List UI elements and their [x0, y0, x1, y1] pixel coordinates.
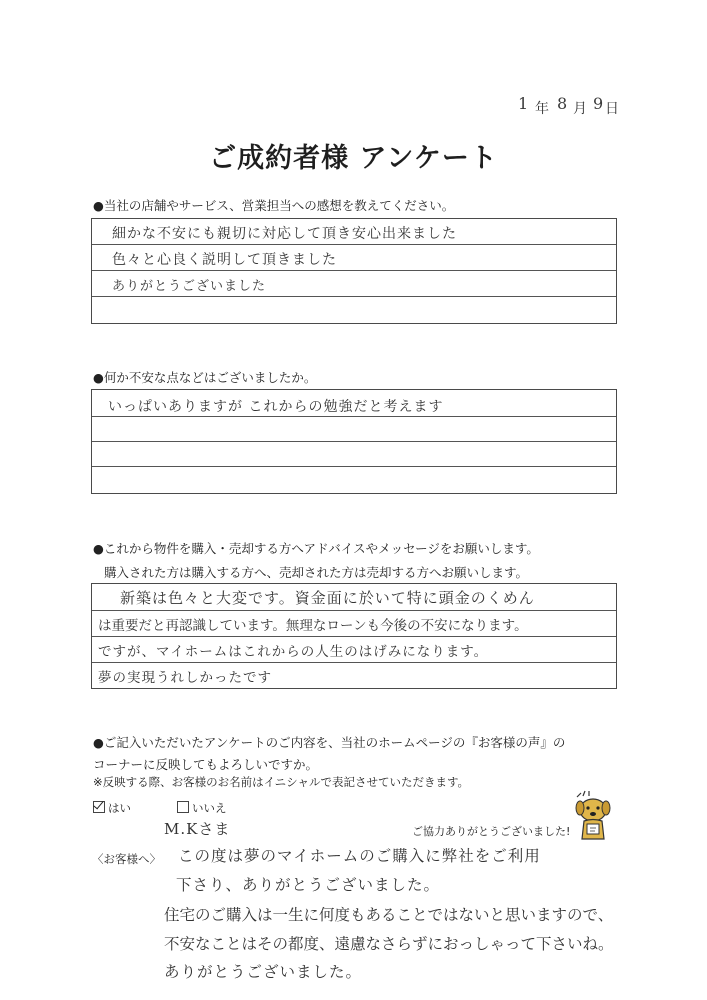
reply-handwritten-line: 住宅のご購入は一生に何度もあることではないと思いますので、 — [164, 906, 614, 924]
ruled-line — [92, 636, 616, 637]
ruled-line — [92, 270, 616, 271]
answer-box-impressions — [91, 218, 617, 324]
option-no-label: いいえ — [192, 801, 227, 815]
page-title: ご成約者様 アンケート — [209, 143, 498, 174]
checkbox-no[interactable] — [177, 801, 189, 813]
handwritten-answer-line: ありがとうございました — [112, 279, 267, 294]
ruled-line — [92, 466, 616, 467]
date-year-unit: 年 — [535, 101, 549, 117]
question-publish-consent: ●ご記入いただいたアンケートのご内容を、当社のホームページの『お客様の声』の — [93, 735, 566, 750]
handwritten-answer-line: は重要だと再認識しています。無理なローンも今後の不安になります。 — [98, 618, 528, 634]
checkbox-yes-checked[interactable] — [93, 801, 105, 813]
ruled-line — [92, 244, 616, 245]
date-year-value: 1 — [518, 94, 529, 113]
question-advice-sub: 購入された方は購入する方へ、売却された方は売却する方へお願いします。 — [104, 565, 529, 580]
initials-note: ※反映する際、お客様のお名前はイニシャルで表記させていただきます。 — [93, 775, 470, 789]
ruled-line — [92, 296, 616, 297]
ruled-line — [92, 441, 616, 442]
reply-label: 〈お客様へ〉 — [92, 852, 161, 866]
option-yes[interactable] — [93, 800, 131, 816]
answer-box-advice — [91, 583, 617, 689]
answer-box-concerns — [91, 389, 617, 494]
reply-handwritten-line: 下さり、ありがとうございました。 — [176, 876, 441, 894]
reply-handwritten-line: 不安なことはその都度、遠慮なさらずにおっしゃって下さいね。 — [164, 935, 614, 953]
question-advice: ●これから物件を購入・売却する方へアドバイスやメッセージをお願いします。 — [93, 541, 539, 556]
option-yes-label: はい — [108, 801, 131, 815]
dog-mascot-icon — [568, 790, 618, 842]
date-month-value: 8 — [557, 94, 568, 113]
handwritten-answer-line: 細かな不安にも親切に対応して頂き安心出来ました — [112, 226, 457, 242]
ruled-line — [92, 662, 616, 663]
ruled-line — [92, 610, 616, 611]
customer-name-handwritten: M.Kさま — [164, 820, 231, 838]
reply-handwritten-line: この度は夢のマイホームのご購入に弊社をご利用 — [178, 847, 541, 865]
handwritten-answer-line: 新築は色々と大変です。資金面に於いて特に頭金のくめん — [120, 589, 535, 607]
question-publish-consent-line2: コーナーに反映してもよろしいですか。 — [93, 757, 319, 772]
date-day-unit: 日 — [605, 101, 619, 117]
handwritten-answer-line: 夢の実現うれしかったです — [98, 670, 272, 686]
question-concerns: ●何か不安な点などはございましたか。 — [93, 370, 317, 385]
question-impressions: ●当社の店舗やサービス、営業担当への感想を教えてください。 — [93, 198, 455, 213]
ruled-line — [92, 416, 616, 417]
handwritten-answer-line: 色々と心良く説明して頂きました — [112, 252, 337, 268]
reply-handwritten-line: ありがとうございました。 — [164, 963, 363, 981]
date-day-value: 9 — [593, 94, 604, 113]
date-month-unit: 月 — [573, 101, 587, 117]
handwritten-answer-line: いっぱいありますが これからの勉強だと考えます — [108, 399, 444, 415]
handwritten-answer-line: ですが、マイホームはこれからの人生のはげみになります。 — [98, 644, 489, 660]
thanks-message: ご協力ありがとうございました! — [412, 825, 571, 838]
option-no[interactable] — [177, 800, 227, 816]
date-row — [0, 92, 660, 122]
